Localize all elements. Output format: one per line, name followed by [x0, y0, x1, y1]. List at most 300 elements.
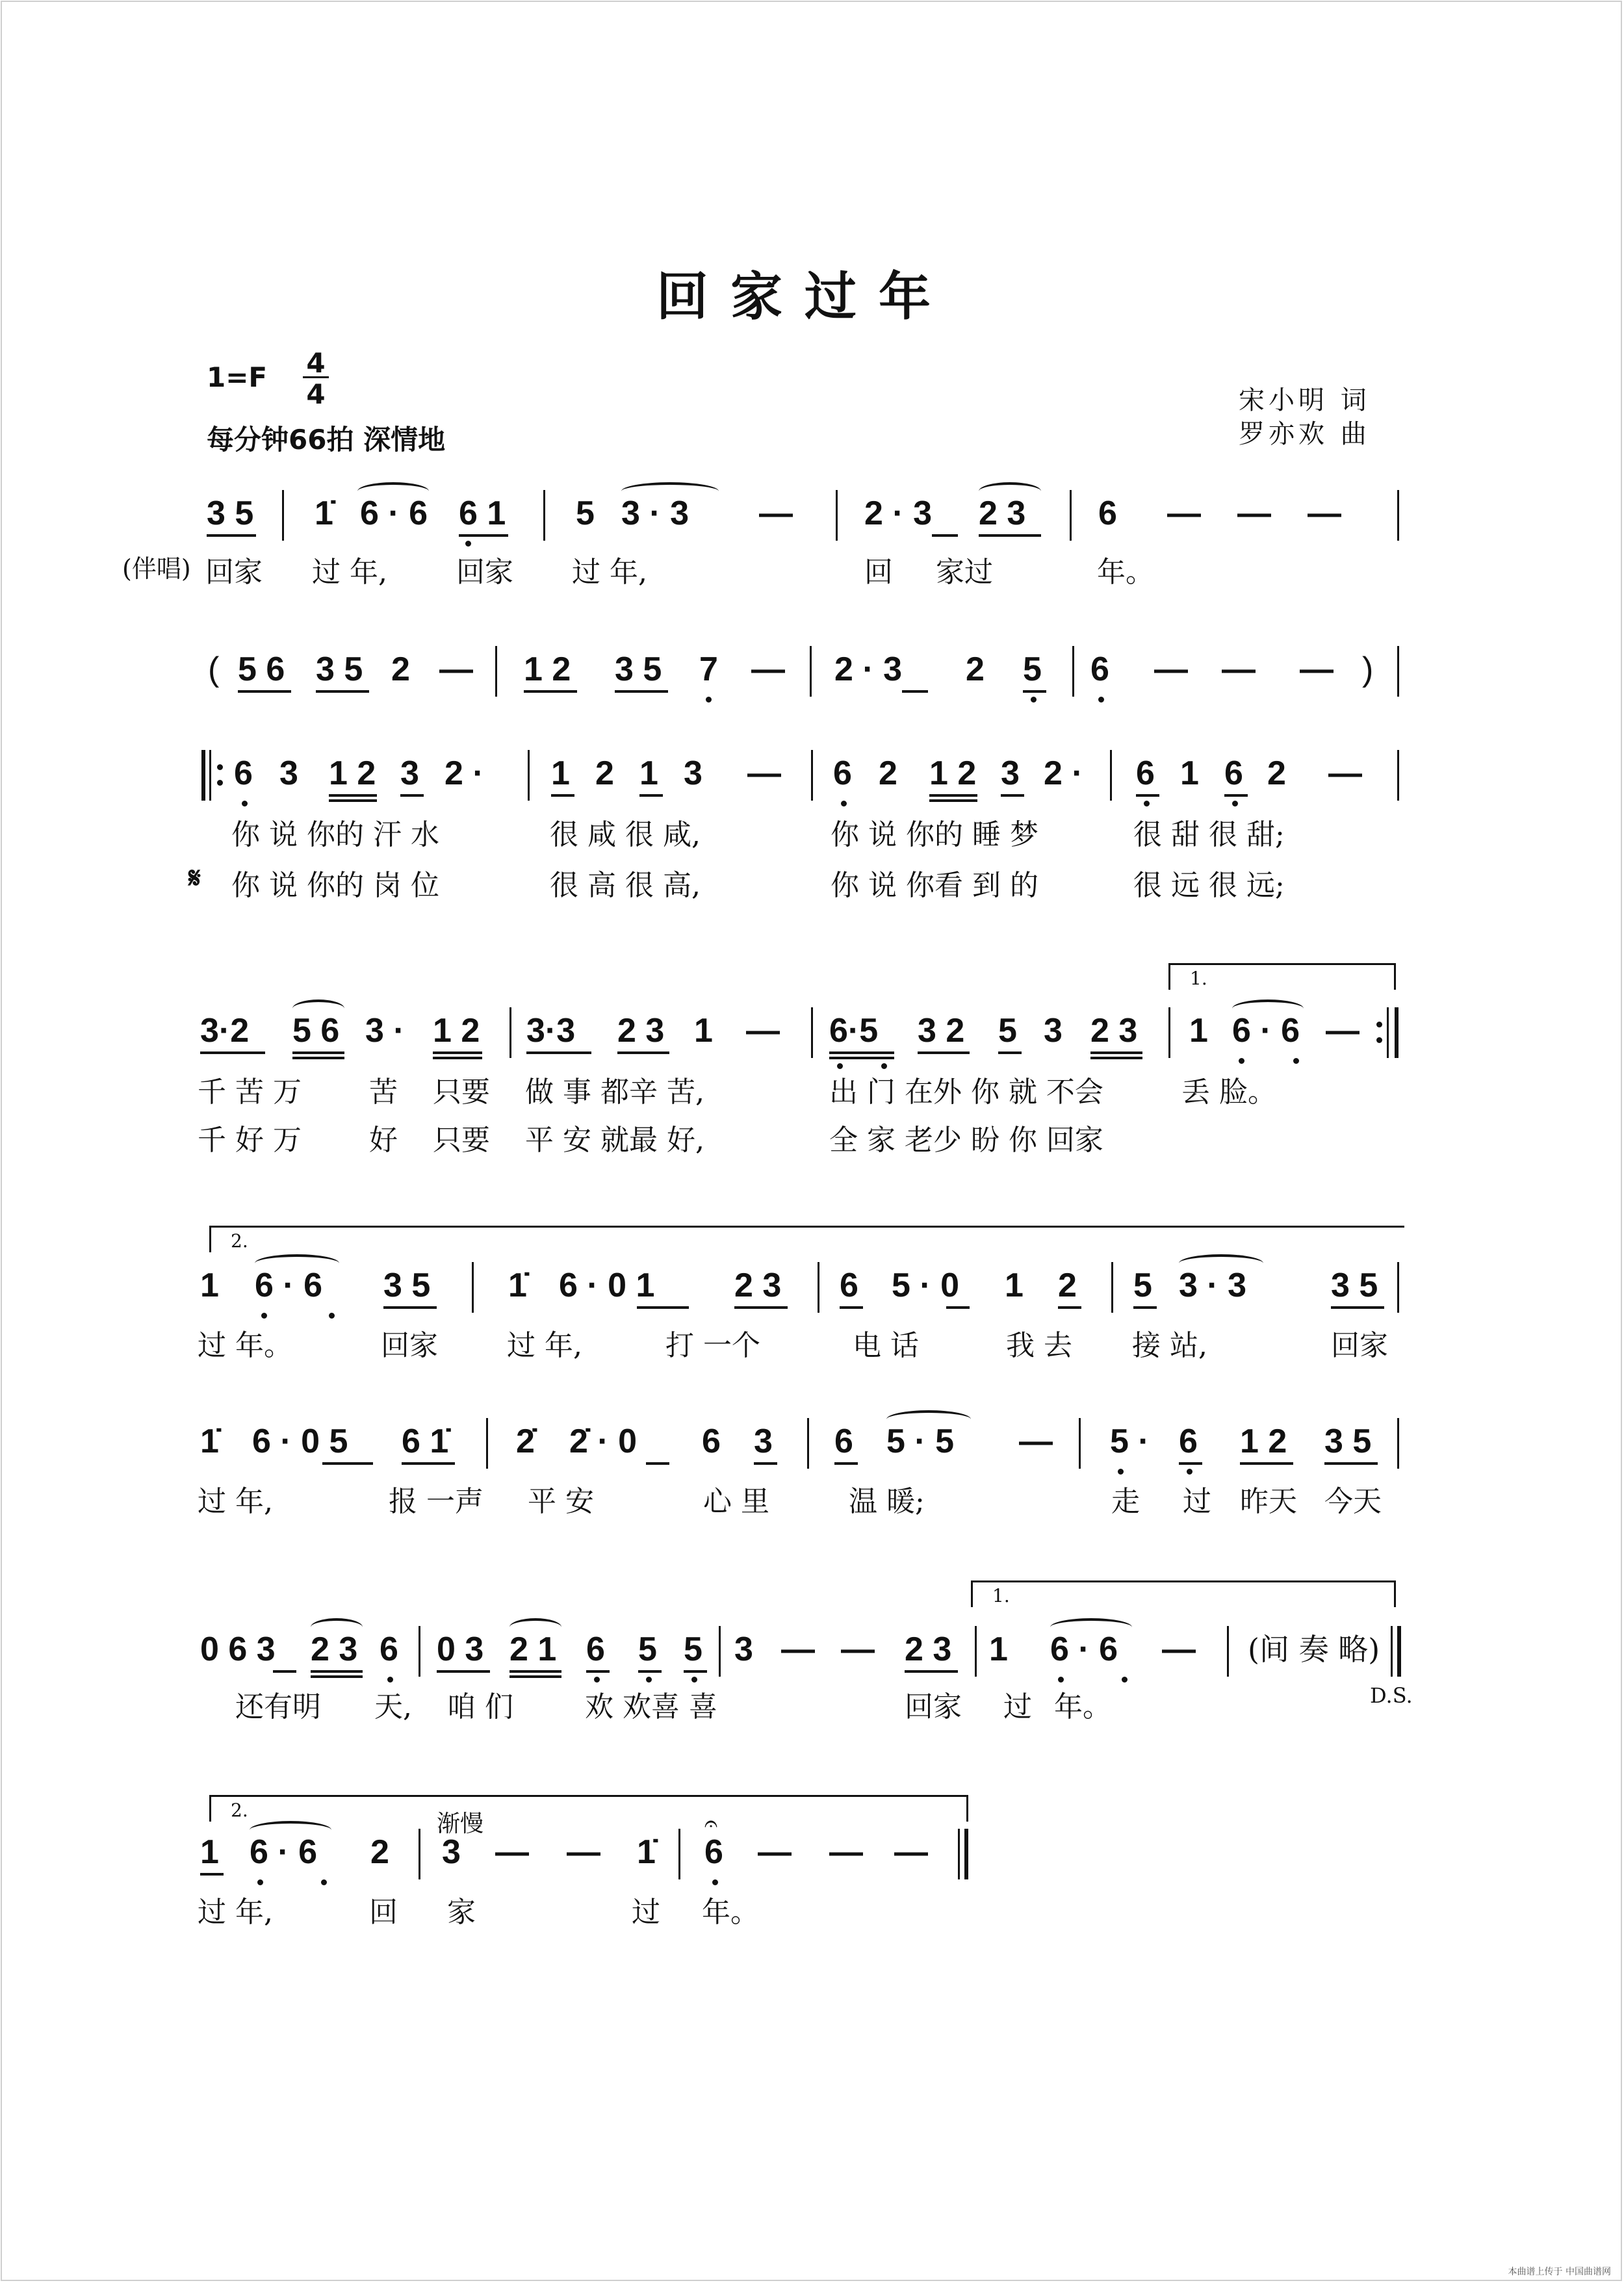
barline [811, 1007, 813, 1058]
lyric: 很 高 很 高, [550, 869, 701, 902]
underline [207, 534, 256, 537]
note: 6 [833, 755, 852, 792]
lyric: 只要 [433, 1124, 490, 1157]
note: 5 [1023, 651, 1042, 688]
note: 1 [200, 1833, 219, 1871]
repeat-dot [217, 780, 223, 786]
note-group: 2 3 [734, 1267, 782, 1304]
underline [437, 1670, 490, 1673]
underline [1023, 690, 1046, 693]
dash: — [439, 651, 473, 688]
final-bar-thin [1391, 1626, 1393, 1677]
barline [678, 1829, 680, 1879]
system-4 [195, 1011, 1404, 1070]
system-5 [195, 1266, 1404, 1324]
repeat-end-bar-thin [1387, 1007, 1389, 1058]
lyric: 很 甜 很 甜; [1133, 818, 1285, 851]
repeat-end-bar [1395, 1007, 1398, 1058]
dash: — [1167, 495, 1201, 532]
underline [200, 1873, 224, 1876]
lyric: 过 [1003, 1690, 1032, 1723]
note: 6 [704, 1833, 723, 1871]
lyric: 过 [1183, 1485, 1211, 1518]
barline [419, 1626, 420, 1677]
note-group: 6 · 0 1 [559, 1267, 655, 1304]
note-group: 1 2 [433, 1012, 480, 1050]
note: 6 [702, 1423, 721, 1460]
underline [1058, 1306, 1081, 1309]
note-group: 6 · 6 [360, 495, 428, 532]
low-dot [1031, 697, 1037, 703]
note: 1̇ [315, 495, 333, 532]
ritardando-mark: 渐慢 [437, 1811, 484, 1837]
time-signature [303, 347, 329, 410]
low-dot [594, 1677, 600, 1683]
note-group: 2̇ · 0 [569, 1423, 638, 1460]
low-dot [1058, 1677, 1064, 1683]
note: 2 [1267, 755, 1286, 792]
dash: — [746, 1012, 780, 1050]
note: 6 [586, 1631, 605, 1668]
barline [836, 490, 838, 541]
underline [638, 1670, 662, 1673]
repeat-start-bar-thin [209, 750, 211, 801]
note: 1 [989, 1631, 1008, 1668]
underline [905, 1670, 958, 1673]
underline [1136, 794, 1159, 797]
note: 7 [699, 651, 718, 688]
note-group: 5 6 [238, 651, 285, 688]
underline-2 [829, 1057, 894, 1059]
note: 1 [1005, 1267, 1024, 1304]
underline [617, 1051, 669, 1054]
note-group: 5 · 5 [886, 1423, 955, 1460]
underline [1224, 794, 1248, 797]
note: 6 [380, 1631, 398, 1668]
low-dot [321, 1879, 327, 1885]
system-1 [195, 494, 1404, 552]
note-group: 3 5 [1324, 1423, 1372, 1460]
underline [273, 1670, 296, 1673]
underline [946, 1306, 970, 1309]
note: 3 [442, 1833, 461, 1871]
note-group: 3·3 [526, 1012, 576, 1050]
lyric: 苦 [369, 1076, 398, 1109]
note: 5 [638, 1631, 657, 1668]
volta-2b [209, 1795, 968, 1822]
underline-2 [433, 1057, 482, 1059]
underline [1324, 1462, 1378, 1465]
underline [615, 690, 668, 693]
barline [1227, 1626, 1229, 1677]
barline [807, 1418, 809, 1469]
low-dot [646, 1677, 652, 1683]
note: 6 [234, 755, 253, 792]
note: 2 [391, 651, 410, 688]
underline [311, 1670, 363, 1673]
note-group: 2 · [445, 755, 484, 792]
note-group: 6 · 0 5 [252, 1423, 348, 1460]
volta-label: 2. [231, 1230, 248, 1252]
note: 1 [639, 755, 658, 792]
note-group: 6 · 6 [1050, 1631, 1118, 1668]
underline [754, 1462, 777, 1465]
underline-2 [292, 1057, 344, 1059]
lyric: 全 家 老少 盼 你 回家 [829, 1124, 1103, 1157]
system-3 [195, 754, 1404, 812]
low-dot [691, 1677, 697, 1683]
note: 3 [734, 1631, 753, 1668]
low-dot [1144, 801, 1150, 806]
note-group: 2 · [1044, 755, 1083, 792]
lyric: 你 说 你的 岗 位 [231, 869, 439, 902]
lyric: 过 年, [198, 1485, 273, 1518]
repeat-dot [217, 764, 223, 770]
underline [998, 1051, 1022, 1054]
note-group: 0 6 3 [200, 1631, 276, 1668]
lyric: 你 说 你看 到 的 [831, 869, 1038, 902]
lyric: 打 一个 [665, 1329, 760, 1362]
lyric: 温 暖; [849, 1485, 925, 1518]
note-group: 1 2 [524, 651, 571, 688]
underline [639, 794, 663, 797]
low-dot [841, 801, 847, 806]
low-dot [1293, 1058, 1299, 1064]
lyric: 你 说 你的 汗 水 [231, 818, 439, 851]
dash: — [495, 1833, 529, 1871]
underline-2 [1090, 1057, 1142, 1059]
underline [586, 1670, 610, 1673]
barline [528, 750, 530, 801]
underline [524, 690, 577, 693]
low-dot [712, 1879, 718, 1885]
note-group: 0 3 [437, 1631, 484, 1668]
lyric: 只要 [433, 1076, 490, 1109]
barline [1397, 750, 1399, 801]
final-bar-thin [958, 1829, 960, 1879]
dash: — [1326, 1012, 1360, 1050]
low-dot [387, 1677, 393, 1683]
note-group: 3 5 [615, 651, 662, 688]
lyric: 过 年, [572, 556, 647, 589]
final-bar [1397, 1626, 1401, 1677]
dash: — [1162, 1631, 1196, 1668]
dash: — [781, 1631, 815, 1668]
lyric: 回家 [381, 1329, 438, 1362]
lyric: 平 安 就最 好, [525, 1124, 704, 1157]
lyric: 做 事 都辛 苦, [525, 1076, 704, 1109]
underline [918, 1051, 970, 1054]
underline [1090, 1051, 1142, 1054]
underline [929, 794, 977, 797]
barline [818, 1262, 819, 1313]
lyric: 很 远 很 远; [1133, 869, 1285, 902]
volta-label: 1. [1190, 968, 1207, 989]
barline [1111, 1262, 1113, 1313]
note: 5 [998, 1012, 1017, 1050]
note: 3 [684, 755, 702, 792]
note-group: 6 · 6 [250, 1833, 318, 1871]
low-dot [1239, 1058, 1244, 1064]
barline [472, 1262, 474, 1313]
lyric: 我 去 [1006, 1329, 1072, 1362]
lyric: 过 年, [507, 1329, 582, 1362]
barline [1397, 490, 1399, 541]
system-2 [195, 650, 1404, 708]
barline [811, 750, 813, 801]
underline [316, 690, 369, 693]
lyric: 报 一声 [389, 1485, 483, 1518]
barline [495, 646, 497, 697]
note: 2̇ [516, 1423, 535, 1460]
volta-2 [209, 1226, 1404, 1252]
barline [282, 490, 284, 541]
note-group: 3 5 [1331, 1267, 1378, 1304]
underline [1240, 1462, 1293, 1465]
lyric: 过 [632, 1896, 660, 1929]
low-dot [1187, 1469, 1192, 1475]
note: 6 [834, 1423, 853, 1460]
note-group: 2 · 3 [864, 495, 933, 532]
note: 1̇ [637, 1833, 656, 1871]
lyric: 回家 [205, 556, 263, 589]
dash: — [1328, 755, 1362, 792]
low-dot [242, 801, 248, 806]
underline [902, 690, 928, 693]
key-signature: 1=F [207, 361, 268, 393]
footer-credit: 本曲谱上传于 中国曲谱网 [1508, 2267, 1611, 2277]
note-group: 6 · 6 [1232, 1012, 1300, 1050]
barline [1397, 1262, 1399, 1313]
lyric: 电 话 [853, 1329, 919, 1362]
note-group: 2 3 [1090, 1012, 1138, 1050]
underline [509, 1670, 561, 1673]
low-dot [1122, 1677, 1128, 1683]
note: 1̇ [200, 1423, 219, 1460]
lyric: 出 门 在外 你 就 不会 [829, 1076, 1103, 1109]
dash: — [894, 1833, 928, 1871]
dash: — [758, 1833, 792, 1871]
final-bar [964, 1829, 968, 1879]
underline [637, 1306, 689, 1309]
dash: — [1019, 1423, 1053, 1460]
note-group: 3 · 3 [1179, 1267, 1247, 1304]
barline [1168, 1007, 1170, 1058]
barline [1110, 750, 1112, 801]
note-group: 2 1 [509, 1631, 557, 1668]
note-group: 5 6 [292, 1012, 340, 1050]
note: 3 [1044, 1012, 1063, 1050]
lyric: 接 站, [1132, 1329, 1207, 1362]
lyric: 千 苦 万 [198, 1076, 302, 1109]
dash: — [751, 651, 785, 688]
time-sig-top: 4 [306, 347, 326, 379]
note: 6 [840, 1267, 858, 1304]
dash: — [1308, 495, 1341, 532]
note-group: 2 3 [311, 1631, 358, 1668]
underline [329, 794, 377, 797]
note: 6 [1090, 651, 1109, 688]
interlude-note: (间 奏 略) [1248, 1632, 1380, 1667]
paren-open: ( [208, 651, 220, 688]
note-group: 1 2 [329, 755, 376, 792]
underline [400, 794, 424, 797]
note: 3 [754, 1423, 773, 1460]
underline-2 [311, 1675, 363, 1678]
underline [551, 794, 574, 797]
system-7 [195, 1630, 1404, 1688]
note: 1 [551, 755, 570, 792]
volta-1b [971, 1580, 1396, 1607]
note-group: 3 5 [207, 495, 254, 532]
barline [1397, 646, 1399, 697]
dash: — [567, 1833, 600, 1871]
note: 3 [279, 755, 298, 792]
underline [1133, 1306, 1157, 1309]
low-dot [261, 1313, 267, 1319]
lyric: 走 [1111, 1485, 1140, 1518]
note: 1 [1189, 1012, 1208, 1050]
lyric: 丢 脸。 [1181, 1076, 1276, 1109]
dash: — [1237, 495, 1271, 532]
underline [402, 1462, 455, 1465]
score-title: 回家过年 [656, 266, 953, 327]
lyric: 年。 [1097, 556, 1154, 589]
note: 5 [576, 495, 595, 532]
lyric-prefix: (伴唱) [122, 554, 191, 583]
underline [1331, 1306, 1384, 1309]
underline-2 [509, 1675, 561, 1678]
underline [829, 1051, 894, 1054]
lyric: 很 咸 很 咸, [550, 818, 701, 851]
composer: 罗亦欢 曲 [1239, 419, 1371, 449]
barline [1397, 1418, 1399, 1469]
time-sig-bottom: 4 [303, 376, 329, 410]
note-group: 3 5 [383, 1267, 431, 1304]
dash: — [1300, 651, 1334, 688]
underline [459, 534, 508, 537]
note-group: 6 1̇ [402, 1423, 449, 1460]
lyric: 好 [369, 1124, 398, 1157]
lyric: 天, [374, 1690, 412, 1723]
repeat-start-bar [201, 750, 205, 801]
system-6 [195, 1422, 1404, 1480]
lyric: 千 好 万 [198, 1124, 302, 1157]
low-dot [257, 1879, 263, 1885]
underline [1179, 1462, 1202, 1465]
dash: — [829, 1833, 863, 1871]
note: 1 [1180, 755, 1199, 792]
note: 5 [1133, 1267, 1152, 1304]
dash: — [747, 755, 781, 792]
lyric: 过 年, [198, 1896, 273, 1929]
note: 2 [595, 755, 614, 792]
low-dot [1232, 801, 1238, 806]
barline [719, 1626, 721, 1677]
barline [1072, 646, 1074, 697]
note: 2 [879, 755, 897, 792]
lyric: 家 [447, 1896, 476, 1929]
barline [1079, 1418, 1081, 1469]
note-group: 5 · 0 [892, 1267, 960, 1304]
repeat-dot [1376, 1037, 1382, 1043]
dash: — [1154, 651, 1188, 688]
underline [979, 534, 1041, 537]
note-group: 5 · [1110, 1423, 1150, 1460]
lyric: 昨天 [1240, 1485, 1297, 1518]
underline [238, 690, 291, 693]
underline [526, 1051, 591, 1054]
lyric: 平 安 [528, 1485, 594, 1518]
lyric: 家过 [936, 556, 993, 589]
barline [419, 1829, 420, 1879]
note: 6 [1098, 495, 1117, 532]
note: 1̇ [508, 1267, 527, 1304]
note: 3 [400, 755, 419, 792]
underline [383, 1306, 437, 1309]
note: 6 [1179, 1423, 1198, 1460]
underline [292, 1051, 344, 1054]
lyric: 过 年, [312, 556, 387, 589]
note: 2 [370, 1833, 389, 1871]
underline [433, 1051, 482, 1054]
underline [734, 1306, 788, 1309]
lyric: 今天 [1324, 1485, 1382, 1518]
underline [840, 1306, 863, 1309]
fermata-icon: 𝄐 [704, 1811, 718, 1837]
underline [322, 1462, 373, 1465]
barline [1070, 490, 1072, 541]
note-group: 6 1 [459, 495, 506, 532]
note-group: 3 5 [316, 651, 363, 688]
barline [810, 646, 812, 697]
note-group: 6·5 [829, 1012, 879, 1050]
underline [932, 534, 958, 537]
low-dot [1098, 697, 1104, 703]
lyric: 回家 [905, 1690, 962, 1723]
underline [684, 1670, 707, 1673]
low-dot [465, 541, 471, 547]
note-group: 3 2 [918, 1012, 965, 1050]
lyric: 回 [369, 1896, 398, 1929]
lyric: 回家 [456, 556, 513, 589]
lyric: 还有明 [235, 1690, 321, 1723]
low-dot [329, 1313, 335, 1319]
note: 1 [200, 1267, 219, 1304]
volta-label: 2. [231, 1799, 248, 1821]
lyric: 回 [864, 556, 893, 589]
lyric: 咱 们 [447, 1690, 513, 1723]
note-group: 3 · 3 [621, 495, 690, 532]
lyric: 过 年。 [198, 1329, 292, 1362]
low-dot [706, 697, 712, 703]
dash: — [759, 495, 793, 532]
underline [1001, 794, 1024, 797]
barline [543, 490, 545, 541]
note-group: 1 2 [929, 755, 977, 792]
segno-icon: 𝄋 [188, 862, 201, 895]
repeat-dot [1376, 1022, 1382, 1027]
dash: — [1222, 651, 1256, 688]
note-group: 1 2 [1240, 1423, 1287, 1460]
underline [834, 1462, 858, 1465]
note: 3 [1001, 755, 1020, 792]
note-group: 2 3 [905, 1631, 952, 1668]
volta-label: 1. [992, 1585, 1010, 1606]
lyric: 你 说 你的 睡 梦 [831, 818, 1038, 851]
note-group: 3 · [365, 1012, 405, 1050]
note: 6 [1224, 755, 1243, 792]
